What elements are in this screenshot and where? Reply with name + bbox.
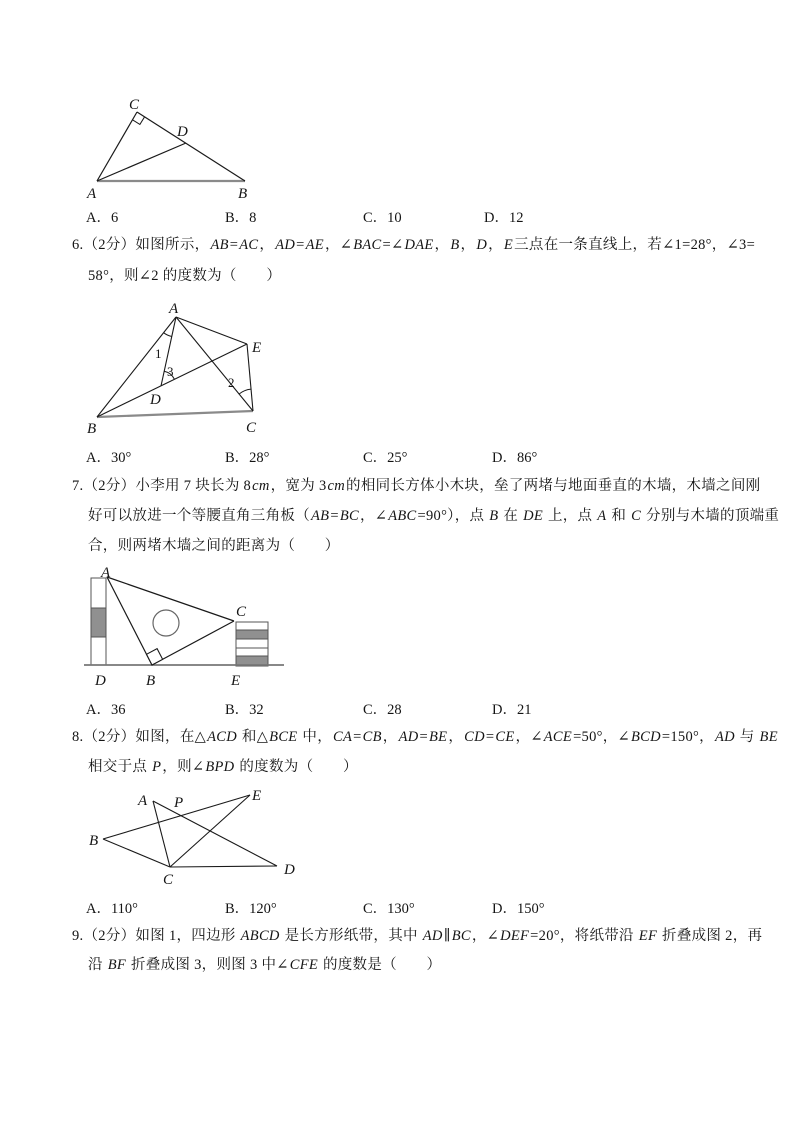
figure-q6 xyxy=(80,298,275,438)
angle-label-2: 2 xyxy=(228,375,235,390)
point-label-C: C xyxy=(129,97,140,113)
figure-q7 xyxy=(82,563,287,693)
option-c: C．28 xyxy=(363,702,402,718)
option-b: B．120° xyxy=(225,901,277,917)
option-c: C．10 xyxy=(363,210,402,226)
point-label-E: E xyxy=(252,340,262,356)
point-label-A: A xyxy=(138,793,148,809)
angle-arc-1 xyxy=(164,333,172,337)
figure-q5-triangle xyxy=(60,93,270,205)
point-label-D: D xyxy=(284,862,295,878)
segment-CD xyxy=(170,866,277,867)
angle-label-1: 1 xyxy=(155,346,162,361)
segment-AB xyxy=(97,317,176,417)
segment-BC xyxy=(103,839,170,867)
option-a: A．36 xyxy=(86,702,126,718)
option-a: A．110° xyxy=(86,901,138,917)
question-9-line-1: 9.（2分）如图 1，四边形 ABCD 是长方形纸带，其中 AD∥BC，∠DEF=20°，将纸带沿 EF 折叠成图 2，再 xyxy=(72,928,763,944)
angle-arc-2 xyxy=(239,389,251,394)
point-label-D: D xyxy=(150,392,161,408)
option-d: D．150° xyxy=(492,901,545,917)
point-label-E: E xyxy=(231,673,241,689)
option-c: C．130° xyxy=(363,901,415,917)
point-label-B: B xyxy=(238,186,248,202)
option-d: D．21 xyxy=(492,702,532,718)
question-6-line-1: 6.（2分）如图所示，AB=AC，AD=AE，∠BAC=∠DAE，B，D，E三点在一条直线上，若∠1=28°，∠3= xyxy=(72,237,756,253)
question-9-line-2: 沿 BF 折叠成图 3，则图 3 中∠CFE 的度数是（ ） xyxy=(88,957,442,973)
question-6-line-2: 58°，则∠2 的度数为（ ） xyxy=(88,268,282,284)
point-label-B: B xyxy=(89,833,99,849)
option-a: A．6 xyxy=(86,210,119,226)
segment-AC xyxy=(97,112,137,181)
point-label-A: A xyxy=(169,301,179,317)
options-row-q5 xyxy=(0,206,793,224)
options-row-q8 xyxy=(0,897,793,915)
left-wall-gray-block xyxy=(91,608,106,637)
segment-AD xyxy=(97,143,186,181)
segment-CB xyxy=(137,112,245,181)
point-label-D: D xyxy=(177,124,188,140)
segment-BC xyxy=(152,621,234,665)
option-d: D．86° xyxy=(492,450,538,466)
triangle-hole xyxy=(153,610,179,636)
question-7-line-2: 好可以放进一个等腰直角三角板（AB=BC，∠ABC=90°），点 B 在 DE 上，点 A 和 C 分别与木墙的顶端重 xyxy=(88,508,780,524)
option-d: D．12 xyxy=(484,210,524,226)
point-label-E: E xyxy=(252,788,262,804)
point-label-C: C xyxy=(163,872,174,888)
segment-AD xyxy=(153,801,277,866)
segment-BE xyxy=(97,344,247,417)
point-label-D: D xyxy=(95,673,106,689)
option-a: A．30° xyxy=(86,450,132,466)
figure-q8 xyxy=(83,786,303,888)
angle-label-3: 3 xyxy=(167,364,174,379)
question-7-line-3: 合，则两堵木墙之间的距离为（ ） xyxy=(88,538,340,554)
option-c: C．25° xyxy=(363,450,408,466)
segment-BC xyxy=(97,411,253,417)
right-wall-gray-block-1 xyxy=(236,630,268,639)
option-b: B．32 xyxy=(225,702,264,718)
option-b: B．28° xyxy=(225,450,270,466)
point-label-B: B xyxy=(87,421,97,437)
question-7-line-1: 7.（2分）小李用 7 块长为 8cm，宽为 3cm的相同长方体小木块，垒了两堵与地面垂直的木墙，木墙之间刚 xyxy=(72,478,761,494)
point-label-C: C xyxy=(246,420,257,436)
options-row-q6 xyxy=(0,446,793,464)
question-8-line-2: 相交于点 P，则∠BPD 的度数为（ ） xyxy=(88,759,358,775)
point-label-C: C xyxy=(236,604,247,620)
point-label-A: A xyxy=(101,565,111,581)
option-b: B．8 xyxy=(225,210,257,226)
point-label-B: B xyxy=(146,673,156,689)
question-8-line-1: 8.（2分）如图，在△ACD 和△BCE 中，CA=CB，AD=BE，CD=CE，∠ACE=50°，∠BCD=150°，AD 与 BE xyxy=(72,729,778,745)
options-row-q7 xyxy=(0,698,793,716)
right-angle-mark-B xyxy=(147,649,163,665)
point-label-P: P xyxy=(174,795,184,811)
point-label-A: A xyxy=(87,186,97,202)
segment-AC xyxy=(153,801,170,867)
